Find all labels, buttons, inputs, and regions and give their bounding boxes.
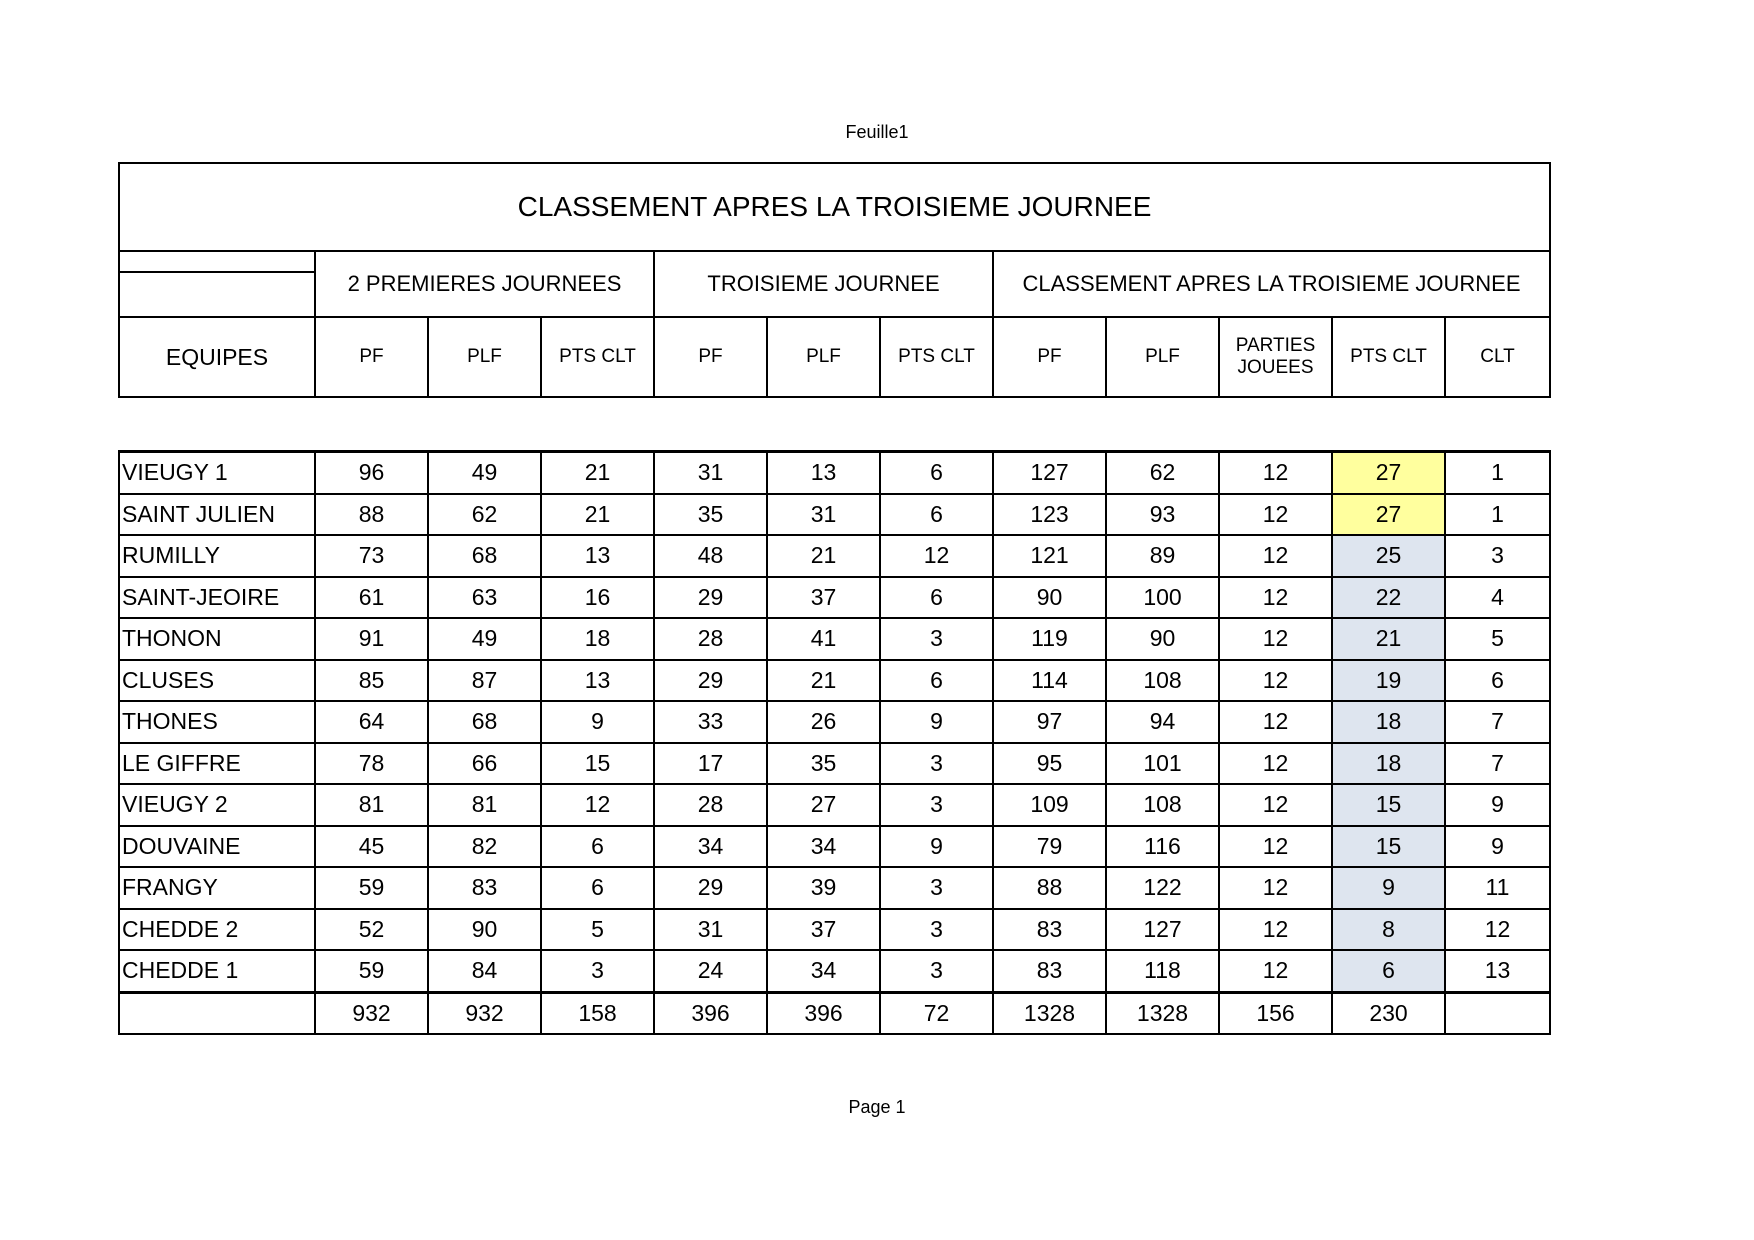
cell-pts-clt-1: 21 [541,494,654,536]
table-row [119,950,1550,992]
cell-pts-clt-1: 12 [541,784,654,826]
cell-clt: 7 [1445,743,1550,785]
cell-plf-total: 127 [1106,909,1219,951]
cell-plf-1: 82 [428,826,541,868]
cell-pts-clt-2: 3 [880,909,993,951]
cell-plf-2: 31 [767,494,880,536]
cell-pf-1: 59 [315,950,428,992]
cell-pts-clt-total: 21 [1332,618,1445,660]
cell-plf-2: 21 [767,535,880,577]
cell-plf-total: 101 [1106,743,1219,785]
cell-pf-total: 83 [993,909,1106,951]
cell-pf-total: 127 [993,452,1106,494]
cell-plf-total: 116 [1106,826,1219,868]
cell-clt: 4 [1445,577,1550,619]
cell-pts-clt-total: 22 [1332,577,1445,619]
page-title: CLASSEMENT APRES LA TROISIEME JOURNEE [119,163,1550,251]
cell-pf-2: 31 [654,909,767,951]
column-header-pf-1: PF [315,317,428,397]
cell-pts-clt-total: 6 [1332,950,1445,992]
group-header-first-two-days: 2 PREMIERES JOURNEES [315,251,654,317]
cell-pf-1: 45 [315,826,428,868]
cell-pf-2: 29 [654,867,767,909]
table-row [119,618,1550,660]
table-row [119,535,1550,577]
cell-plf-1: 49 [428,452,541,494]
column-header-pts-clt-1: PTS CLT [541,317,654,397]
cell-pf-2: 48 [654,535,767,577]
table-row [119,826,1550,868]
table-row [119,452,1550,494]
cell-pts-clt-2: 6 [880,452,993,494]
cell-parties-jouees: 12 [1219,660,1332,702]
team-name: SAINT JULIEN [119,494,315,536]
column-header-plf-1: PLF [428,317,541,397]
cell-plf-2: 41 [767,618,880,660]
cell-parties-jouees: 12 [1219,701,1332,743]
cell-plf-total: 100 [1106,577,1219,619]
cell-plf-1: 81 [428,784,541,826]
cell-pts-clt-1: 16 [541,577,654,619]
cell-plf-total: 94 [1106,701,1219,743]
cell-pts-clt-1: 9 [541,701,654,743]
total-pts-clt-2: 72 [880,992,993,1034]
totals-row [119,992,1550,1034]
total-plf-2: 396 [767,992,880,1034]
cell-pts-clt-1: 5 [541,909,654,951]
cell-plf-2: 34 [767,826,880,868]
cell-clt: 1 [1445,452,1550,494]
cell-pts-clt-total: 15 [1332,826,1445,868]
column-header-plf-2: PLF [767,317,880,397]
total-clt [1445,992,1550,1034]
cell-pf-total: 123 [993,494,1106,536]
column-header-pts-clt-total: PTS CLT [1332,317,1445,397]
cell-pf-2: 17 [654,743,767,785]
cell-pf-total: 97 [993,701,1106,743]
table-row [119,494,1550,536]
cell-pf-total: 88 [993,867,1106,909]
total-pf-1: 932 [315,992,428,1034]
team-name: VIEUGY 2 [119,784,315,826]
table-row [119,660,1550,702]
cell-pts-clt-1: 21 [541,452,654,494]
cell-pf-2: 28 [654,618,767,660]
sheet-name: Feuille1 [845,122,909,142]
cell-pf-2: 33 [654,701,767,743]
cell-pts-clt-1: 3 [541,950,654,992]
cell-plf-2: 37 [767,909,880,951]
cell-pts-clt-2: 6 [880,660,993,702]
cell-pf-1: 52 [315,909,428,951]
cell-pf-1: 64 [315,701,428,743]
cell-pts-clt-2: 9 [880,701,993,743]
cell-pts-clt-1: 6 [541,867,654,909]
cell-pf-2: 35 [654,494,767,536]
page-number: Page 1 [848,1097,906,1117]
cell-pf-2: 31 [654,452,767,494]
cell-pf-1: 73 [315,535,428,577]
group-header-standings: CLASSEMENT APRES LA TROISIEME JOURNEE [993,251,1550,317]
divider [120,271,314,273]
cell-pf-total: 109 [993,784,1106,826]
cell-pts-clt-1: 15 [541,743,654,785]
table-row [119,784,1550,826]
total-plf-1: 932 [428,992,541,1034]
cell-clt: 3 [1445,535,1550,577]
cell-pts-clt-1: 13 [541,535,654,577]
cell-pts-clt-total: 18 [1332,743,1445,785]
cell-plf-total: 90 [1106,618,1219,660]
cell-clt: 11 [1445,867,1550,909]
total-parties-jouees: 156 [1219,992,1332,1034]
cell-plf-2: 34 [767,950,880,992]
cell-parties-jouees: 12 [1219,535,1332,577]
cell-pf-2: 24 [654,950,767,992]
header-table [118,162,1551,398]
team-name: SAINT-JEOIRE [119,577,315,619]
cell-pts-clt-total: 27 [1332,494,1445,536]
cell-pts-clt-1: 6 [541,826,654,868]
cell-parties-jouees: 12 [1219,867,1332,909]
cell-pts-clt-2: 12 [880,535,993,577]
cell-parties-jouees: 12 [1219,743,1332,785]
cell-parties-jouees: 12 [1219,826,1332,868]
cell-pf-2: 28 [654,784,767,826]
cell-parties-jouees: 12 [1219,618,1332,660]
cell-plf-1: 90 [428,909,541,951]
cell-pf-1: 91 [315,618,428,660]
column-header-parties-jouees: PARTIES JOUEES [1219,317,1332,397]
cell-plf-2: 39 [767,867,880,909]
cell-pf-total: 119 [993,618,1106,660]
table-row [119,577,1550,619]
column-header-pts-clt-2: PTS CLT [880,317,993,397]
total-equipes [119,992,315,1034]
cell-pf-2: 29 [654,577,767,619]
cell-pf-2: 34 [654,826,767,868]
cell-plf-total: 108 [1106,784,1219,826]
cell-parties-jouees: 12 [1219,909,1332,951]
table-row [119,743,1550,785]
table-row [119,701,1550,743]
cell-pf-1: 88 [315,494,428,536]
empty-header-cell [119,251,315,317]
cell-pf-2: 29 [654,660,767,702]
team-name: RUMILLY [119,535,315,577]
total-pts-clt-total: 230 [1332,992,1445,1034]
cell-plf-1: 68 [428,535,541,577]
cell-clt: 6 [1445,660,1550,702]
cell-pts-clt-2: 3 [880,784,993,826]
cell-parties-jouees: 12 [1219,784,1332,826]
group-header-third-day: TROISIEME JOURNEE [654,251,993,317]
total-pf-2: 396 [654,992,767,1034]
cell-clt: 9 [1445,784,1550,826]
table-row [119,909,1550,951]
column-header-pf-2: PF [654,317,767,397]
cell-plf-total: 122 [1106,867,1219,909]
cell-plf-2: 21 [767,660,880,702]
cell-plf-2: 27 [767,784,880,826]
cell-pts-clt-total: 9 [1332,867,1445,909]
cell-pts-clt-total: 27 [1332,452,1445,494]
cell-pf-1: 59 [315,867,428,909]
cell-pts-clt-2: 3 [880,618,993,660]
team-name: FRANGY [119,867,315,909]
cell-pts-clt-2: 3 [880,743,993,785]
cell-plf-1: 66 [428,743,541,785]
column-header-equipes: EQUIPES [119,317,315,397]
cell-plf-1: 83 [428,867,541,909]
column-header-plf-total: PLF [1106,317,1219,397]
cell-pf-1: 96 [315,452,428,494]
cell-pf-total: 121 [993,535,1106,577]
team-name: THONON [119,618,315,660]
cell-pts-clt-2: 9 [880,826,993,868]
cell-plf-1: 63 [428,577,541,619]
cell-plf-total: 108 [1106,660,1219,702]
cell-pts-clt-1: 13 [541,660,654,702]
cell-clt: 12 [1445,909,1550,951]
cell-clt: 13 [1445,950,1550,992]
cell-pf-total: 79 [993,826,1106,868]
total-pf-total: 1328 [993,992,1106,1034]
cell-plf-2: 35 [767,743,880,785]
cell-pf-1: 78 [315,743,428,785]
cell-clt: 9 [1445,826,1550,868]
total-plf-total: 1328 [1106,992,1219,1034]
cell-pf-total: 83 [993,950,1106,992]
cell-pf-1: 61 [315,577,428,619]
cell-pts-clt-total: 25 [1332,535,1445,577]
cell-pts-clt-2: 3 [880,867,993,909]
cell-plf-1: 87 [428,660,541,702]
cell-pf-total: 114 [993,660,1106,702]
cell-plf-total: 93 [1106,494,1219,536]
team-name: CHEDDE 1 [119,950,315,992]
cell-plf-2: 26 [767,701,880,743]
team-name: CHEDDE 2 [119,909,315,951]
cell-pts-clt-2: 3 [880,950,993,992]
team-name: DOUVAINE [119,826,315,868]
cell-parties-jouees: 12 [1219,494,1332,536]
standings-table [118,450,1551,1035]
cell-parties-jouees: 12 [1219,577,1332,619]
cell-plf-1: 84 [428,950,541,992]
cell-plf-1: 62 [428,494,541,536]
cell-pf-1: 81 [315,784,428,826]
cell-pf-total: 90 [993,577,1106,619]
cell-pf-total: 95 [993,743,1106,785]
cell-pf-1: 85 [315,660,428,702]
cell-plf-total: 62 [1106,452,1219,494]
cell-plf-2: 13 [767,452,880,494]
cell-pts-clt-2: 6 [880,494,993,536]
team-name: LE GIFFRE [119,743,315,785]
cell-pts-clt-1: 18 [541,618,654,660]
cell-clt: 7 [1445,701,1550,743]
column-header-clt: CLT [1445,317,1550,397]
cell-clt: 5 [1445,618,1550,660]
cell-plf-1: 68 [428,701,541,743]
cell-plf-2: 37 [767,577,880,619]
cell-plf-total: 89 [1106,535,1219,577]
team-name: VIEUGY 1 [119,452,315,494]
cell-plf-total: 118 [1106,950,1219,992]
cell-plf-1: 49 [428,618,541,660]
table-row [119,867,1550,909]
cell-pts-clt-2: 6 [880,577,993,619]
cell-pts-clt-total: 15 [1332,784,1445,826]
cell-pts-clt-total: 8 [1332,909,1445,951]
cell-pts-clt-total: 19 [1332,660,1445,702]
column-header-pf-total: PF [993,317,1106,397]
cell-parties-jouees: 12 [1219,452,1332,494]
cell-pts-clt-total: 18 [1332,701,1445,743]
cell-parties-jouees: 12 [1219,950,1332,992]
team-name: CLUSES [119,660,315,702]
total-pts-clt-1: 158 [541,992,654,1034]
team-name: THONES [119,701,315,743]
cell-clt: 1 [1445,494,1550,536]
